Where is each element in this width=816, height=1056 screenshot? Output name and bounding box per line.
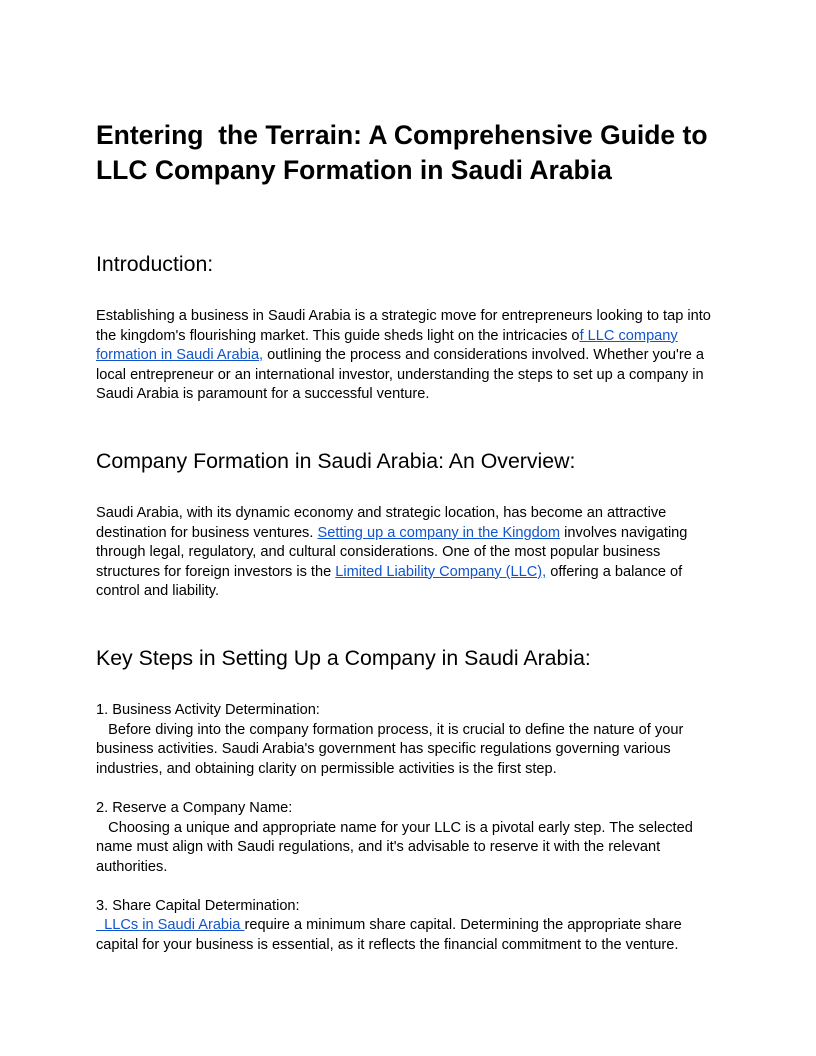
step-reserve-name	[96, 799, 726, 877]
intro-line-5: Saudi Arabia is paramount for a successful venture.	[96, 386, 430, 403]
overview-text-segment: involves navigating	[560, 524, 688, 541]
llc-formation-link-part-2[interactable]: formation in Saudi Arabia,	[96, 347, 264, 364]
key-steps-heading: Key Steps in Setting Up a Company in Saudi Arabia:	[96, 645, 591, 670]
step-title: 2. Reserve a Company Name:	[96, 799, 293, 816]
step-business-activity	[96, 701, 726, 779]
step-title: 3. Share Capital Determination:	[96, 897, 300, 914]
overview-text-segment: destination for business ventures.	[96, 524, 318, 541]
step-line: name must align with Saudi regulations, and it's advisable to reserve it with the relevant	[96, 839, 661, 856]
title-line-2: LLC Company Formation in Saudi Arabia	[96, 155, 612, 185]
overview-line-4	[96, 563, 726, 583]
step-line	[96, 916, 726, 936]
overview-line-2	[96, 524, 726, 544]
setting-up-company-link[interactable]: Setting up a company in the Kingdom	[317, 524, 561, 541]
step-text-segment: require a minimum share capital. Determining the appropriate share	[244, 917, 682, 934]
overview-heading: Company Formation in Saudi Arabia: An Overview:	[96, 448, 576, 473]
document-page	[96, 118, 726, 956]
step-line: Choosing a unique and appropriate name for your LLC is a pivotal early step. The selected	[96, 819, 693, 836]
overview-line-1: Saudi Arabia, with its dynamic economy and strategic location, has become an attractive	[96, 504, 667, 521]
step-line: industries, and obtaining clarity on permissible activities is the first step.	[96, 760, 557, 777]
intro-line-2	[96, 327, 726, 347]
overview-paragraph	[96, 504, 726, 602]
intro-line-3	[96, 346, 726, 366]
introduction-heading: Introduction:	[96, 252, 214, 276]
introduction-paragraph	[96, 307, 726, 405]
intro-line-1: Establishing a business in Saudi Arabia is a strategic move for entrepreneurs looking to tap into	[96, 308, 711, 324]
step-line: capital for your business is essential, as it reflects the financial commitment to the venture.	[96, 937, 679, 954]
overview-text-segment: offering a balance of	[546, 563, 683, 580]
intro-text-segment: the kingdom's flourishing market. This guide sheds light on the intricacies o	[96, 327, 580, 344]
overview-text-segment: structures for foreign investors is the	[96, 563, 336, 580]
limited-liability-company-link[interactable]: Limited Liability Company (LLC),	[335, 563, 547, 580]
step-line: Before diving into the company formation process, it is crucial to define the nature of your	[96, 721, 684, 738]
title-line-1: Entering the Terrain: A Comprehensive Guide to	[96, 120, 708, 150]
overview-line-3: through legal, regulatory, and cultural considerations. One of the most popular business	[96, 544, 661, 561]
document-title	[96, 118, 726, 188]
step-title: 1. Business Activity Determination:	[96, 701, 320, 718]
step-line: business activities. Saudi Arabia's government has specific regulations governing various	[96, 741, 671, 758]
intro-text-segment: outlining the process and considerations involved. Whether you're a	[263, 347, 704, 364]
overview-line-5: control and liability.	[96, 583, 220, 600]
llc-formation-link-part-1[interactable]: f LLC company	[579, 327, 678, 344]
step-line: authorities.	[96, 858, 168, 875]
intro-line-4: local entrepreneur or an international investor, understanding the steps to set up a company in	[96, 366, 704, 383]
llcs-in-saudi-arabia-link[interactable]: LLCs in Saudi Arabia	[96, 917, 245, 934]
step-share-capital	[96, 897, 726, 956]
